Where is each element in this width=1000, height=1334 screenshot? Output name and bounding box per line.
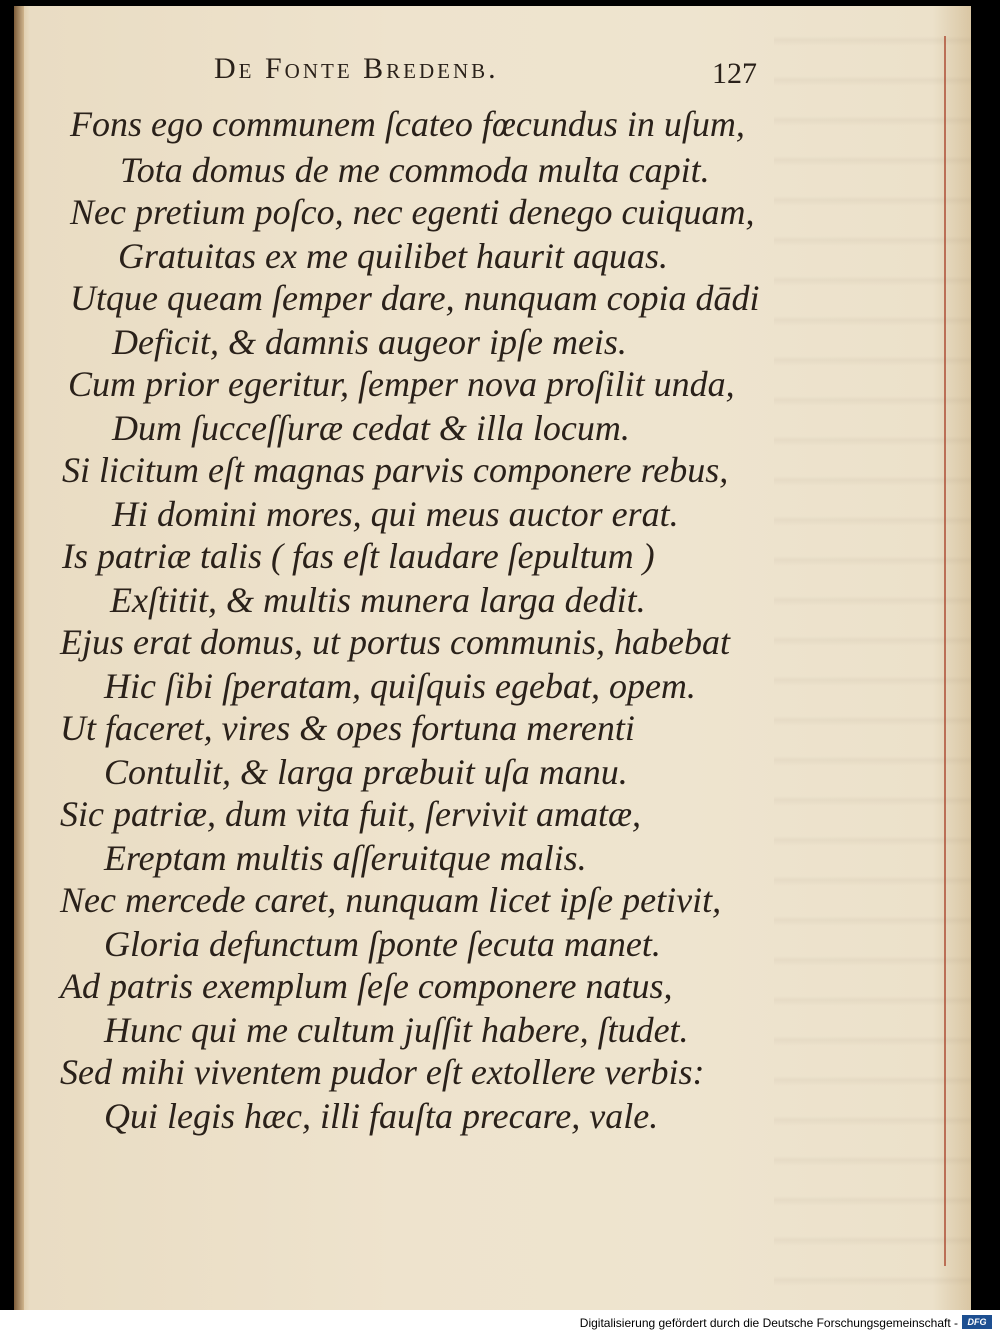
verse-line: Sed mihi viventem pudor eſt extollere verbis: [60, 1052, 705, 1092]
verse-line: Tota domus de me commoda multa capit. [120, 150, 710, 190]
verse-line: Ad patris exemplum ſeſe componere natus, [60, 966, 673, 1006]
funding-credit: Digitalisierung gefördert durch die Deutsche Forschungsgemeinschaft - [579, 1316, 958, 1330]
verse-line: Sic patriæ, dum vita fuit, ſervivit amatæ, [60, 794, 641, 834]
verse-line: Ereptam multis aſſeruitque malis. [104, 838, 587, 878]
verse-line: Qui legis hæc, illi fauſta precare, vale. [104, 1096, 659, 1136]
verse-line: Hunc qui me cultum juſſit habere, ſtudet. [104, 1010, 689, 1050]
verse-line: Exſtitit, & multis munera larga dedit. [110, 580, 646, 620]
verse-line: Ejus erat domus, ut portus communis, habebat [60, 622, 730, 662]
verse-line: Nec mercede caret, nunquam licet ipſe petivit, [60, 880, 722, 920]
verse-line: Is patriæ talis ( fas eſt laudare ſepultum ) [62, 536, 655, 576]
verse-line: Gloria defunctum ſponte ſecuta manet. [104, 924, 661, 964]
verse-line: Ut faceret, vires & opes fortuna merenti [60, 708, 635, 748]
verse-line: Cum prior egeritur, ſemper nova proſilit unda, [68, 364, 735, 404]
verse-line: Si licitum eſt magnas parvis componere rebus, [62, 450, 729, 490]
verse-line: Hi domini mores, qui meus auctor erat. [112, 494, 679, 534]
dfg-logo: DFG [962, 1315, 992, 1329]
verse-line: Fons ego communem ſcateo fœcundus in uſum, [70, 104, 745, 144]
verse-line: Dum ſucceſſuræ cedat & illa locum. [112, 408, 630, 448]
red-page-edge [944, 36, 946, 1266]
verse-line: Gratuitas ex me quilibet haurit aquas. [118, 236, 668, 276]
verse-line: Hic ſibi ſperatam, quiſquis egebat, opem. [104, 666, 696, 706]
verse-line: Contulit, & larga præbuit uſa manu. [104, 752, 628, 792]
page-gutter [14, 6, 24, 1310]
page-number: 127 [712, 57, 757, 90]
running-title: De Fonte Bredenb. [214, 52, 499, 85]
verse-line: Utque queam ſemper dare, nunquam copia dādi [70, 278, 760, 318]
verse-line: Nec pretium poſco, nec egenti denego cuiquam, [70, 192, 755, 232]
bleed-through-texture [774, 6, 971, 1310]
verse-line: Deficit, & damnis augeor ipſe meis. [112, 322, 627, 362]
